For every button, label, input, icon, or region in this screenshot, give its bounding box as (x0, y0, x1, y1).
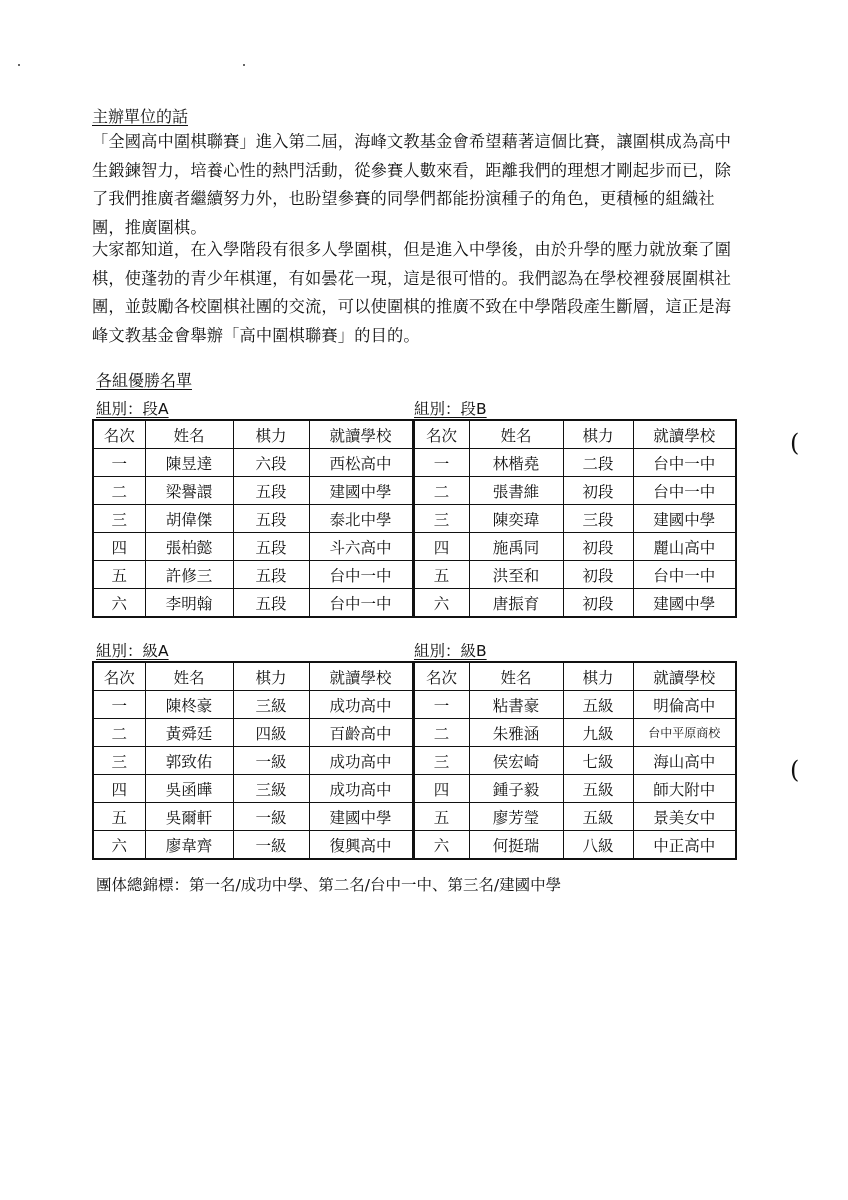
strength-cell: 六段 (233, 449, 309, 477)
header-rank: 名次 (413, 662, 469, 691)
school-cell: 成功高中 (309, 747, 413, 775)
group-label-dan-a: 組別：段A (96, 400, 169, 418)
school-cell: 百齡高中 (309, 719, 413, 747)
dan-winners-table (92, 419, 737, 618)
strength-cell: 初段 (563, 589, 633, 618)
group-label-dan-b: 組別：段B (414, 400, 487, 418)
strength-cell: 五級 (563, 775, 633, 803)
name-cell: 陳奕瑋 (469, 505, 563, 533)
strength-cell: 五級 (563, 803, 633, 831)
name-cell: 林楷堯 (469, 449, 563, 477)
name-cell: 張柏懿 (145, 533, 233, 561)
header-strength: 棋力 (233, 662, 309, 691)
table-row (93, 449, 736, 477)
strength-cell: 一級 (233, 831, 309, 860)
rank-cell: 六 (413, 589, 469, 618)
school-cell: 師大附中 (633, 775, 736, 803)
name-cell: 朱雅涵 (469, 719, 563, 747)
rank-cell: 三 (413, 747, 469, 775)
strength-cell: 一級 (233, 803, 309, 831)
name-cell: 粘書豪 (469, 691, 563, 719)
name-cell: 梁譽譞 (145, 477, 233, 505)
header-name: 姓名 (145, 662, 233, 691)
strength-cell: 九級 (563, 719, 633, 747)
strength-cell: 初段 (563, 533, 633, 561)
table-row (93, 477, 736, 505)
rank-cell: 四 (413, 533, 469, 561)
rank-cell: 一 (413, 691, 469, 719)
name-cell: 唐振育 (469, 589, 563, 618)
header-strength: 棋力 (233, 420, 309, 449)
winners-section-title: 各組優勝名單 (96, 371, 193, 390)
rank-cell: 五 (93, 561, 145, 589)
rank-cell: 四 (93, 775, 145, 803)
strength-cell: 七級 (563, 747, 633, 775)
header-school: 就讀學校 (633, 420, 736, 449)
margin-bracket-mark: ( (790, 429, 800, 457)
name-cell: 李明翰 (145, 589, 233, 618)
school-cell: 台中平原商校 (633, 719, 736, 747)
organizer-heading: 主辦單位的話 (92, 107, 189, 126)
school-cell: 台中一中 (633, 477, 736, 505)
name-cell: 陳昱達 (145, 449, 233, 477)
table-row (93, 747, 736, 775)
name-cell: 許修三 (145, 561, 233, 589)
school-cell: 西松高中 (309, 449, 413, 477)
rank-cell: 二 (93, 477, 145, 505)
table-header-row (93, 420, 736, 449)
table-row (93, 561, 736, 589)
scan-speck (18, 64, 20, 66)
rank-cell: 六 (93, 831, 145, 860)
school-cell: 成功高中 (309, 691, 413, 719)
strength-cell: 八級 (563, 831, 633, 860)
strength-cell: 三級 (233, 775, 309, 803)
rank-cell: 二 (413, 719, 469, 747)
intro-paragraph-2: 大家都知道，在入學階段有很多人學圍棋，但是進入中學後，由於升學的壓力就放棄了圍棋，使蓬勃的青少年棋運，有如曇花一現，這是很可惜的。我們認為在學校裡發展圍棋社團，並鼓勵各校圍棋社團的交流，可以使圍棋的推廣不致在中學階段產生斷層，這正是海峰文教基金會舉辦「高中圍棋聯賽」的目的。 (92, 240, 732, 345)
school-cell: 台中一中 (309, 561, 413, 589)
strength-cell: 五段 (233, 533, 309, 561)
school-cell: 麗山高中 (633, 533, 736, 561)
strength-cell: 五段 (233, 561, 309, 589)
header-school: 就讀學校 (309, 420, 413, 449)
name-cell: 侯宏崎 (469, 747, 563, 775)
school-cell: 斗六高中 (309, 533, 413, 561)
strength-cell: 初段 (563, 561, 633, 589)
table-row (93, 505, 736, 533)
school-cell: 成功高中 (309, 775, 413, 803)
school-cell: 台中一中 (633, 561, 736, 589)
school-cell: 台中一中 (309, 589, 413, 618)
header-name: 姓名 (145, 420, 233, 449)
header-rank: 名次 (413, 420, 469, 449)
school-cell: 海山高中 (633, 747, 736, 775)
header-school: 就讀學校 (309, 662, 413, 691)
table-row (93, 803, 736, 831)
school-cell: 明倫高中 (633, 691, 736, 719)
rank-cell: 五 (93, 803, 145, 831)
rank-cell: 六 (413, 831, 469, 860)
intro-paragraph-1: 「全國高中圍棋聯賽」進入第二屆，海峰文教基金會希望藉著這個比賽，讓圍棋成為高中生鍛鍊智力，培養心性的熱門活動，從參賽人數來看，距離我們的理想才剛起步而已，除了我們推廣者繼續努力外，也盼望參賽的同學們都能扮演種子的角色，更積極的組織社團，推廣圍棋。 (92, 132, 732, 237)
strength-cell: 五級 (563, 691, 633, 719)
name-cell: 鍾子毅 (469, 775, 563, 803)
strength-cell: 五段 (233, 589, 309, 618)
rank-cell: 五 (413, 803, 469, 831)
header-name: 姓名 (469, 662, 563, 691)
group-label-kyu-a: 組別：級A (96, 642, 169, 660)
name-cell: 洪至和 (469, 561, 563, 589)
name-cell: 黃舜廷 (145, 719, 233, 747)
strength-cell: 五段 (233, 477, 309, 505)
name-cell: 施禹同 (469, 533, 563, 561)
school-cell: 中正高中 (633, 831, 736, 860)
name-cell: 陳柊豪 (145, 691, 233, 719)
header-school: 就讀學校 (633, 662, 736, 691)
strength-cell: 一級 (233, 747, 309, 775)
rank-cell: 一 (413, 449, 469, 477)
name-cell: 廖芳瑩 (469, 803, 563, 831)
school-cell: 建國中學 (633, 505, 736, 533)
school-cell: 泰北中學 (309, 505, 413, 533)
rank-cell: 二 (413, 477, 469, 505)
table-row (93, 691, 736, 719)
header-strength: 棋力 (563, 662, 633, 691)
rank-cell: 一 (93, 691, 145, 719)
margin-bracket-mark: ( (790, 756, 800, 784)
header-rank: 名次 (93, 662, 145, 691)
strength-cell: 三段 (563, 505, 633, 533)
table-row (93, 533, 736, 561)
strength-cell: 初段 (563, 477, 633, 505)
school-cell: 台中一中 (633, 449, 736, 477)
strength-cell: 五段 (233, 505, 309, 533)
name-cell: 郭致佑 (145, 747, 233, 775)
rank-cell: 五 (413, 561, 469, 589)
table-row (93, 719, 736, 747)
team-awards-line: 團体總錦標：第一名/成功中學、第二名/台中一中、第三名/建國中學 (96, 876, 562, 894)
header-strength: 棋力 (563, 420, 633, 449)
rank-cell: 六 (93, 589, 145, 618)
school-cell: 景美女中 (633, 803, 736, 831)
school-cell: 建國中學 (309, 477, 413, 505)
strength-cell: 三級 (233, 691, 309, 719)
rank-cell: 二 (93, 719, 145, 747)
name-cell: 吳函曄 (145, 775, 233, 803)
table-row (93, 589, 736, 618)
name-cell: 胡偉傑 (145, 505, 233, 533)
name-cell: 何挺瑞 (469, 831, 563, 860)
school-cell: 建國中學 (633, 589, 736, 618)
school-cell: 復興高中 (309, 831, 413, 860)
header-rank: 名次 (93, 420, 145, 449)
header-name: 姓名 (469, 420, 563, 449)
table-row (93, 775, 736, 803)
rank-cell: 一 (93, 449, 145, 477)
kyu-winners-table (92, 661, 737, 860)
rank-cell: 四 (93, 533, 145, 561)
rank-cell: 三 (93, 747, 145, 775)
strength-cell: 二段 (563, 449, 633, 477)
strength-cell: 四級 (233, 719, 309, 747)
name-cell: 吳爾軒 (145, 803, 233, 831)
rank-cell: 三 (413, 505, 469, 533)
rank-cell: 三 (93, 505, 145, 533)
group-label-kyu-b: 組別：級B (414, 642, 487, 660)
school-cell: 建國中學 (309, 803, 413, 831)
scan-speck (243, 64, 245, 66)
rank-cell: 四 (413, 775, 469, 803)
table-row (93, 831, 736, 860)
table-header-row (93, 662, 736, 691)
name-cell: 廖韋齊 (145, 831, 233, 860)
name-cell: 張書維 (469, 477, 563, 505)
